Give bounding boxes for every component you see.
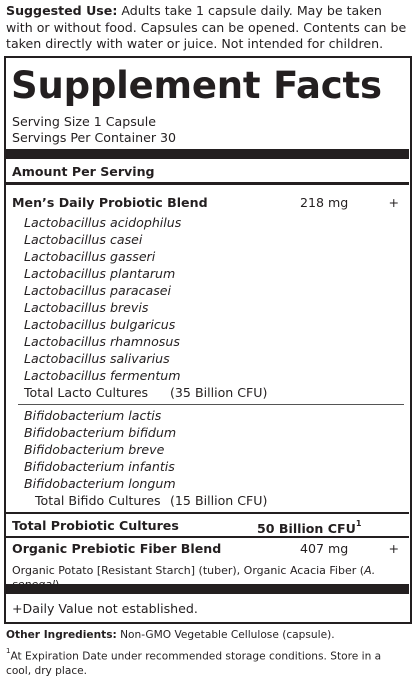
suggested-use <box>6 3 410 53</box>
list-item: Lactobacillus brevis <box>24 300 149 315</box>
divider <box>6 536 409 538</box>
list-item: Lactobacillus plantarum <box>24 266 176 281</box>
thick-rule <box>6 584 409 594</box>
blend-amount: 218 mg <box>300 195 349 210</box>
fiber-detail-text: Organic Potato [Resistant Starch] (tuber), Organic Acacia Fiber ( <box>12 564 365 577</box>
list-item: Lactobacillus salivarius <box>24 351 170 366</box>
list-item: Bifidobacterium longum <box>24 476 176 491</box>
other-ingredients <box>6 628 335 642</box>
other-ingredients-label: Other Ingredients: <box>6 629 117 641</box>
blend-dv: + <box>388 195 399 210</box>
list-item: Lactobacillus gasseri <box>24 249 156 264</box>
list-item: Lactobacillus acidophilus <box>24 215 182 230</box>
mid-rule <box>6 182 409 185</box>
supplement-facts-panel <box>4 56 412 624</box>
list-item: Lactobacillus casei <box>24 232 143 247</box>
footnote-mark: 1 <box>355 519 362 528</box>
list-item: Bifidobacterium breve <box>24 442 165 457</box>
thick-rule <box>6 149 409 159</box>
divider <box>6 512 409 514</box>
divider <box>18 404 404 405</box>
suggested-use-text: Adults take 1 capsule daily. May be taken with or without food. Capsules can be opened. Contents can be taken directly with water or juice. Not intended for children. <box>6 3 407 51</box>
bifido-total-label: Total Bifido Cultures <box>35 493 161 508</box>
lacto-total-label: Total Lacto Cultures <box>24 385 149 400</box>
footnote-mark: 1 <box>6 647 11 655</box>
bifido-total-value: (15 Billion CFU) <box>170 493 268 508</box>
fiber-detail-italic: A. <box>364 564 376 577</box>
footnote <box>6 646 386 678</box>
fiber-blend-name: Organic Prebiotic Fiber Blend <box>12 541 222 556</box>
fiber-blend-row <box>12 541 405 557</box>
list-item: Lactobacillus paracasei <box>24 283 172 298</box>
blend-name: Men’s Daily Probiotic Blend <box>12 195 208 210</box>
list-item: Bifidobacterium lactis <box>24 408 162 423</box>
fiber-blend-dv: + <box>388 541 399 556</box>
blend-row <box>12 195 405 211</box>
amount-per-serving-header: Amount Per Serving <box>12 164 155 179</box>
footnote-text: At Expiration Date under recommended storage conditions. Store in a cool, dry place. <box>6 650 382 677</box>
panel-title: Supplement Facts <box>11 64 382 107</box>
list-item: Lactobacillus bulgaricus <box>24 317 176 332</box>
list-item: Lactobacillus rhamnosus <box>24 334 180 349</box>
list-item: Lactobacillus fermentum <box>24 368 181 383</box>
fiber-blend-amount: 407 mg <box>300 541 349 556</box>
list-item: Bifidobacterium bifidum <box>24 425 177 440</box>
total-probiotic-row <box>12 518 405 537</box>
list-item: Bifidobacterium infantis <box>24 459 175 474</box>
servings-per-container: Servings Per Container 30 <box>12 130 177 145</box>
lacto-total-value: (35 Billion CFU) <box>170 385 268 400</box>
total-probiotic-value <box>257 518 361 537</box>
serving-info <box>12 114 176 146</box>
other-ingredients-text: Non-GMO Vegetable Cellulose (capsule). <box>116 629 335 641</box>
total-probiotic-cfu: 50 Billion CFU <box>257 521 356 537</box>
serving-size: Serving Size 1 Capsule <box>12 114 157 129</box>
suggested-use-label: Suggested Use: <box>6 3 118 18</box>
total-probiotic-label: Total Probiotic Cultures <box>12 518 179 533</box>
dv-note: +Daily Value not established. <box>12 601 198 616</box>
